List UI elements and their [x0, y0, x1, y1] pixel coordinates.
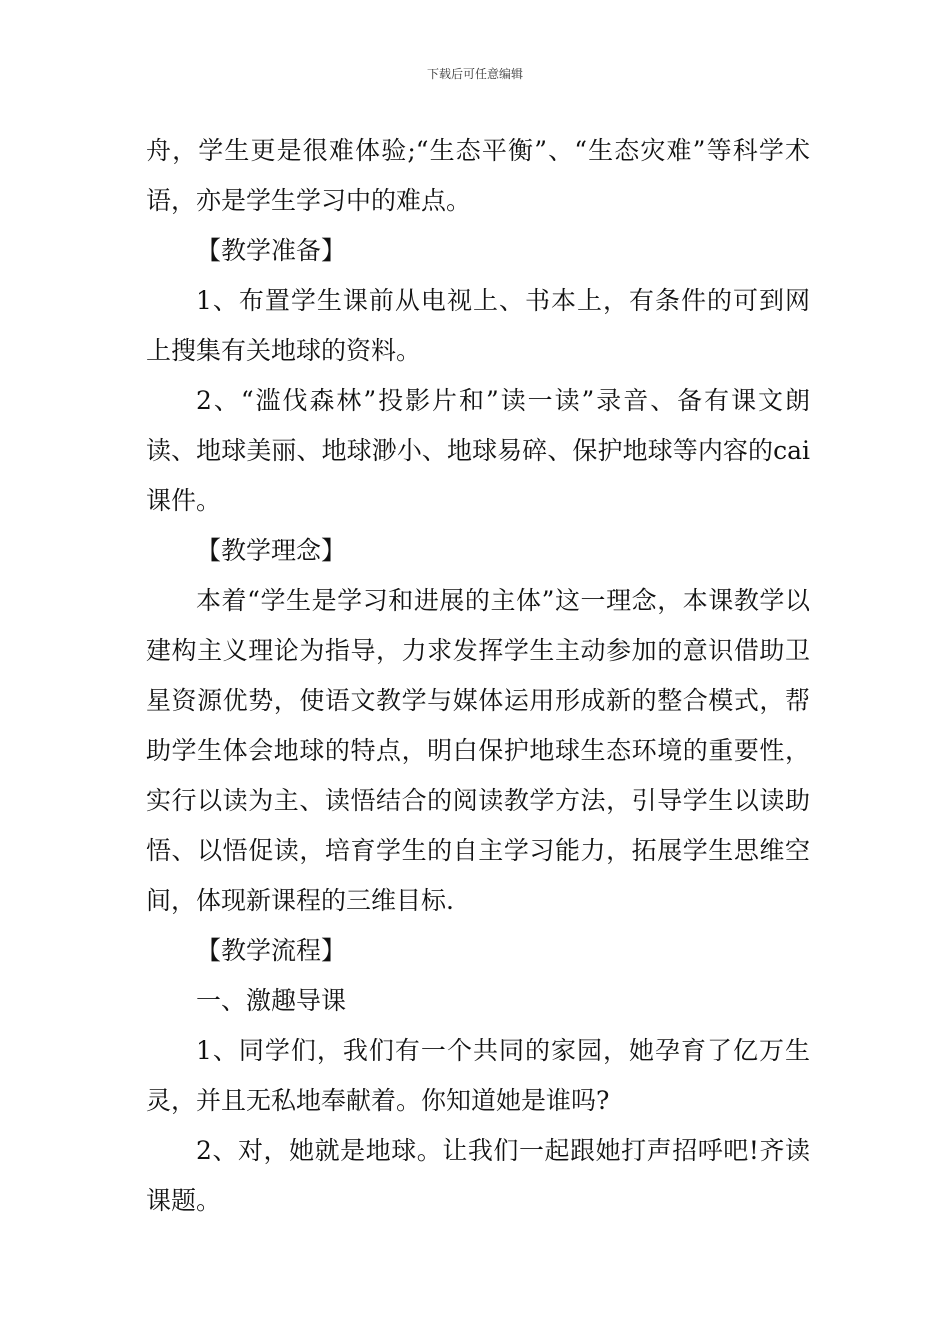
document-body [146, 126, 810, 1226]
section-heading-preparation: 【教学准备】 [196, 236, 347, 265]
paragraph-prep-1: 1、布置学生课前从电视上、书本上，有条件的可到网上搜集有关地球的资料。 [146, 286, 810, 365]
section-heading-concept: 【教学理念】 [196, 536, 347, 565]
page-header: 下载后可任意编辑 [426, 67, 523, 81]
paragraph-concept: 本着“学生是学习和进展的主体”这一理念，本课教学以建构主义理论为指导，力求发挥学生主动参加的意识借助卫星资源优势，使语文教学与媒体运用形成新的整合模式，帮助学生体会地球的特点，明白保护地球生态环境的重要性，实行以读为主、读悟结合的阅读教学方法，引导学生以读助悟、以悟促读，培育学生的自主学习能力，拓展学生思维空间，体现新课程的三维目标. [146, 586, 810, 915]
paragraph-continuation: 舟，学生更是很难体验;“生态平衡”、“生态灾难”等科学术语，亦是学生学习中的难点。 [146, 136, 810, 215]
paragraph-flow-2: 2、对，她就是地球。让我们一起跟她打声招呼吧!齐读课题。 [146, 1136, 810, 1215]
paragraph-prep-2: 2、“滥伐森林”投影片和”读一读”录音、备有课文朗读、地球美丽、地球渺小、地球易碎、保护地球等内容的cai课件。 [146, 386, 810, 515]
section-heading-flow: 【教学流程】 [196, 936, 347, 965]
paragraph-flow-step-title: 一、激趣导课 [196, 986, 347, 1015]
paragraph-flow-1: 1、同学们，我们有一个共同的家园，她孕育了亿万生灵，并且无私地奉献着。你知道她是谁吗? [146, 1036, 810, 1115]
